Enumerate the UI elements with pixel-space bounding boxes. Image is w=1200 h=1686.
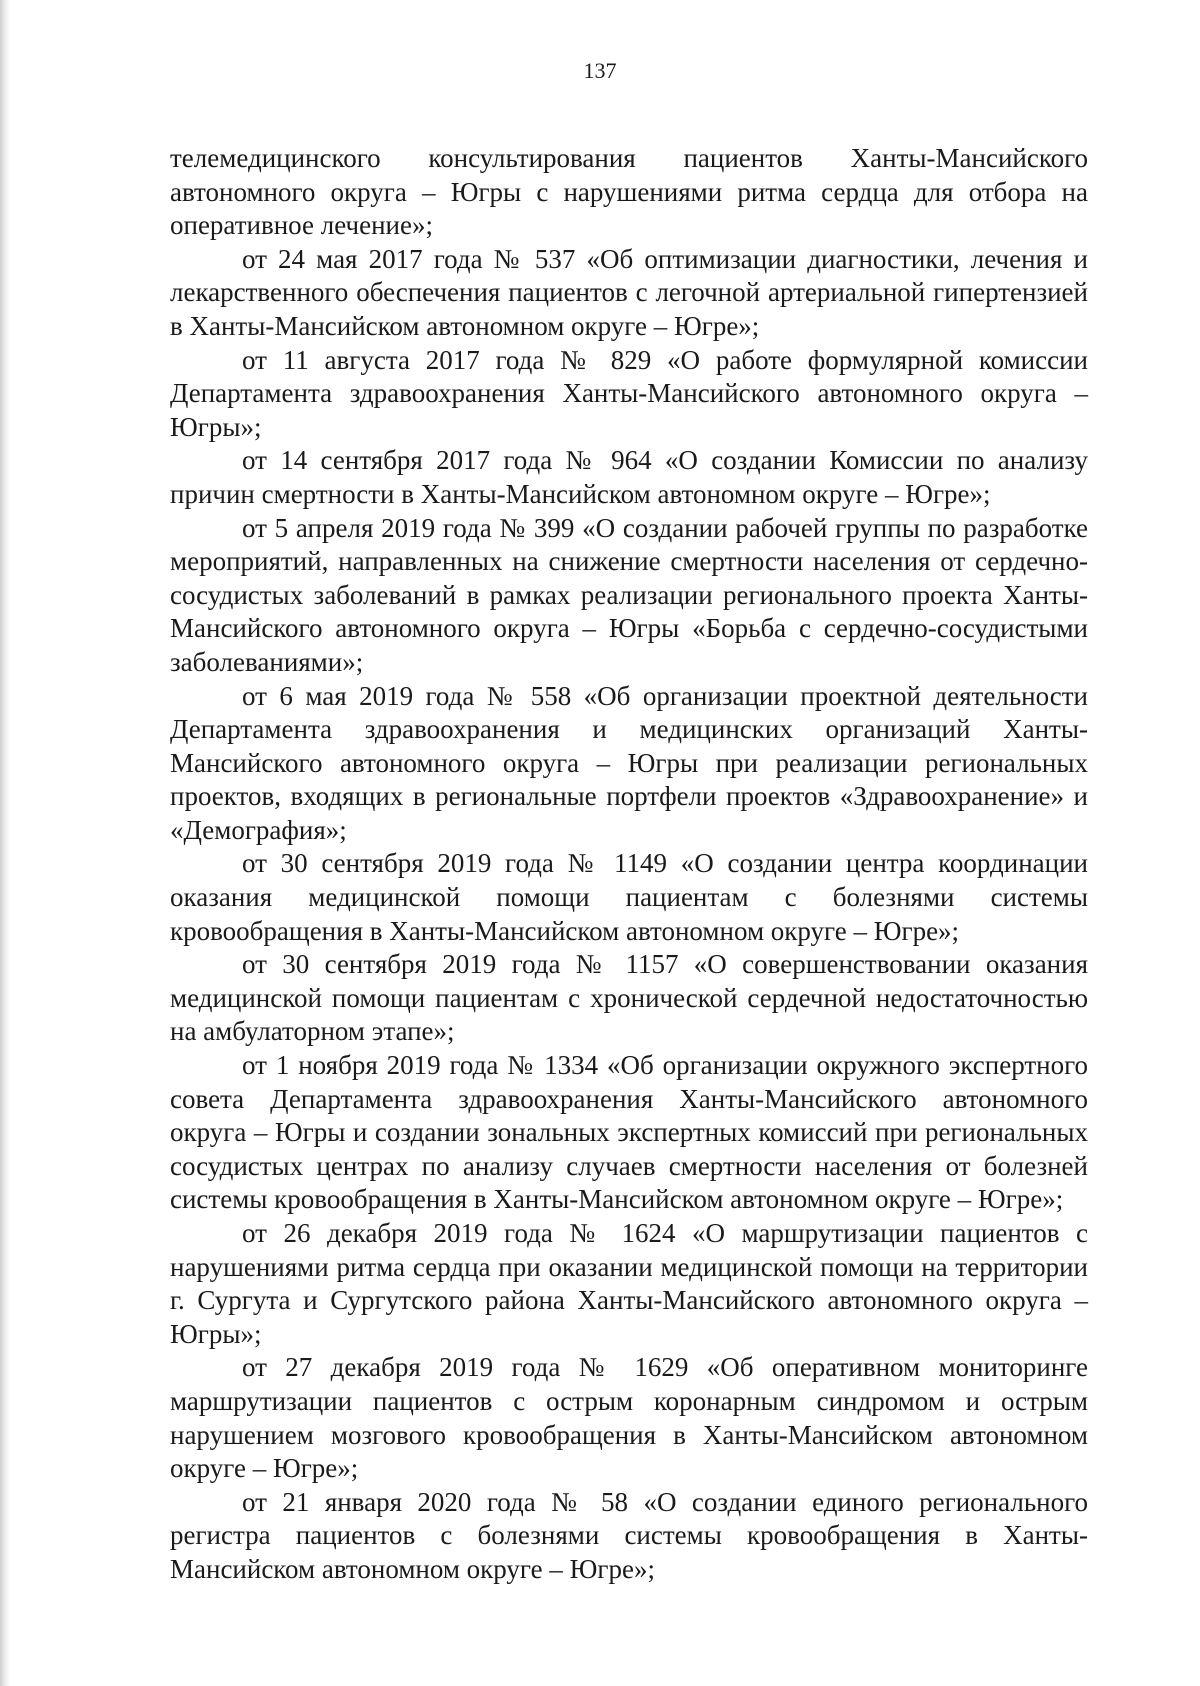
- paragraph-continuation: телемедицинского консультирования пациентов Ханты-Мансийского автономного округа – Югры с нарушениями ритма сердца для отбора на оперативное лечение»;: [170, 143, 1088, 241]
- paragraph-order-1624: от 26 декабря 2019 года № 1624 «О маршрутизации пациентов с нарушениями ритма сердца при оказании медицинской помощи на территории г. Сургута и Сургутского района Ханты-Мансийского автономного округа – Югры»;: [170, 1218, 1088, 1349]
- paragraph-order-558: от 6 мая 2019 года № 558 «Об организации проектной деятельности Департамента здравоохранения и медицинских организаций Ханты-Мансийского автономного округа – Югры при реализации региональных проектов, входящих в региональные портфели проектов «Здравоохранение» и «Демография»;: [170, 680, 1088, 845]
- paragraph-order-1334: от 1 ноября 2019 года № 1334 «Об организации окружного экспертного совета Департамента здравоохранения Ханты-Мансийского автономного округа – Югры и создании зональных экспертных комиссий при региональных сосудистых центрах по анализу случаев смертности населения от болезней системы кровообращения в Ханты-Мансийском автономном округе – Югре»;: [170, 1050, 1088, 1215]
- paragraph-order-537: от 24 мая 2017 года № 537 «Об оптимизации диагностики, лечения и лекарственного обеспечения пациентов с легочной артериальной гипертензией в Ханты-Мансийском автономном округе – Югре»;: [170, 243, 1088, 341]
- paragraph-order-1629: от 27 декабря 2019 года № 1629 «Об оперативном мониторинге маршрутизации пациентов с острым коронарным синдромом и острым нарушением мозгового кровообращения в Ханты-Мансийском автономном округе – Югре»;: [170, 1352, 1088, 1484]
- page-number: 137: [583, 58, 617, 83]
- paragraph-order-58: от 21 января 2020 года № 58 «О создании единого регионального регистра пациентов с болезнями системы кровообращения в Ханты-Мансийском автономном округе – Югре»;: [170, 1486, 1088, 1584]
- paragraph-order-1149: от 30 сентября 2019 года № 1149 «О создании центра координации оказания медицинской помощи пациентам с болезнями системы кровообращения в Ханты-Мансийском автономном округе – Югре»;: [170, 848, 1088, 946]
- scan-edge: [0, 0, 10, 1686]
- paragraph-order-399: от 5 апреля 2019 года № 399 «О создании рабочей группы по разработке мероприятий, направленных на снижение смертности населения от сердечно-сосудистых заболеваний в рамках реализации регионального проекта Ханты-Мансийского автономного округа – Югры «Борьба с сердечно-сосудистыми заболеваниями»;: [170, 512, 1088, 677]
- paragraph-order-964: от 14 сентября 2017 года № 964 «О создании Комиссии по анализу причин смертности в Ханты-Мансийском автономном округе – Югре»;: [170, 445, 1088, 509]
- paragraph-order-1157: от 30 сентября 2019 года № 1157 «О совершенствовании оказания медицинской помощи пациентам с хронической сердечной недостаточностью на амбулаторном этапе»;: [170, 949, 1088, 1047]
- paragraph-order-829: от 11 августа 2017 года № 829 «О работе формулярной комиссии Департамента здравоохранения Ханты-Мансийского автономного округа – Югры»;: [170, 344, 1088, 442]
- document-body: [170, 142, 1088, 1587]
